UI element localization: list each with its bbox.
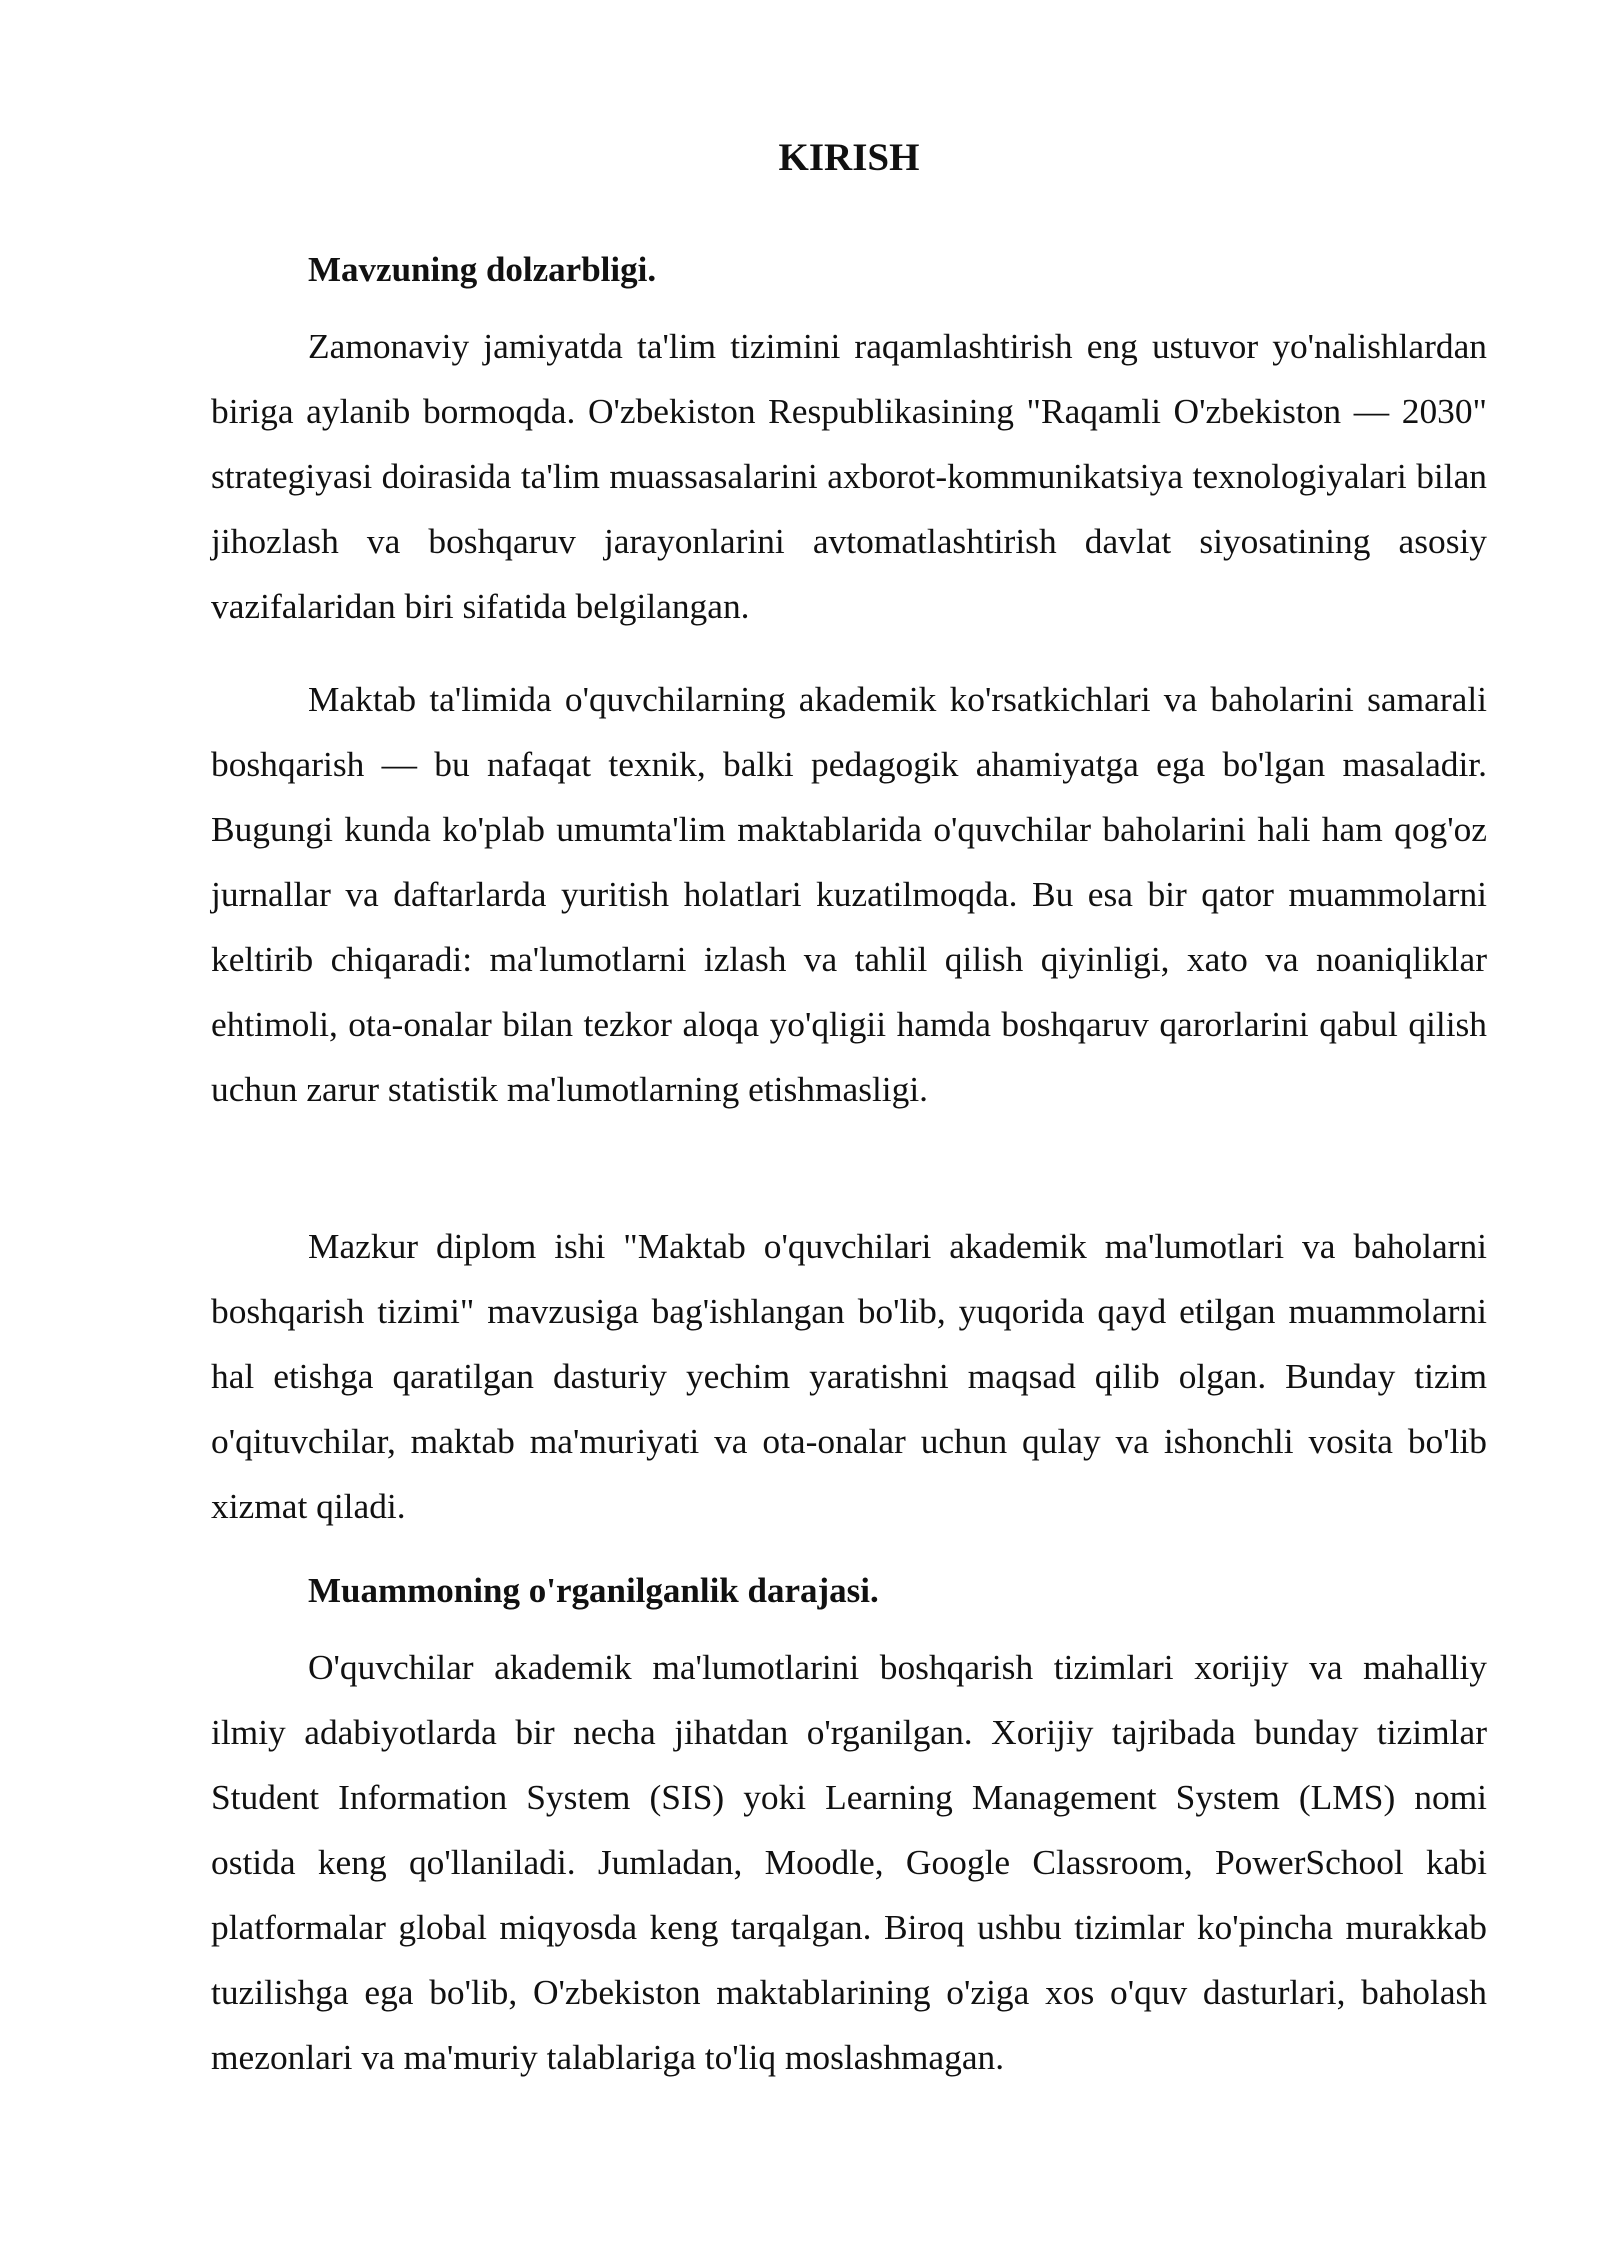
page-title: KIRISH — [778, 136, 920, 179]
paragraph: Mazkur diplom ishi "Maktab o'quvchilari akademik ma'lumotlari va baholarni boshqarish tizimi" mavzusiga bag'ishlangan bo'lib, yuqorida qayd etilgan muammolarni hal etishga qaratilgan dasturiy yechim yaratishni maqsad qilib olgan. Bunday tizim o'qituvchilar, maktab ma'muriyati va ota-onalar uchun qulay va ishonchli vosita bo'lib xizmat qiladi. — [211, 1226, 1487, 1526]
paragraph: O'quvchilar akademik ma'lumotlarini boshqarish tizimlari xorijiy va mahalliy ilmiy adabiyotlarda bir necha jihatdan o'rganilgan. Xorijiy tajribada bunday tizimlar Student Information System (SIS) yoki Learning Management System (LMS) nomi ostida keng qo'llaniladi. Jumladan, Moodle, Google Classroom, PowerSchool kabi platformalar global miqyosda keng tarqalgan. Biroq ushbu tizimlar ko'pincha murakkab tuzilishga ega bo'lib, O'zbekiston maktablarining o'ziga xos o'quv dasturlari, baholash mezonlari va ma'muriy talablariga to'liq moslashmagan. — [211, 1647, 1487, 2077]
section-heading-relevance: Mavzuning dolzarbligi. — [308, 250, 657, 289]
section-heading-study-level: Muammoning o'rganilganlik darajasi. — [308, 1571, 879, 1610]
paragraph: Zamonaviy jamiyatda ta'lim tizimini raqamlashtirish eng ustuvor yo'nalishlardan biriga aylanib bormoqda. O'zbekiston Respublikasining "Raqamli O'zbekiston — 2030" strategiyasi doirasida ta'lim muassasalarini axborot-kommunikatsiya texnologiyalari bilan jihozlash va boshqaruv jarayonlarini avtomatlashtirish davlat siyosatining asosiy vazifalaridan biri sifatida belgilangan. — [211, 326, 1487, 626]
paragraph: Maktab ta'limida o'quvchilarning akademik ko'rsatkichlari va baholarini samarali boshqarish — bu nafaqat texnik, balki pedagogik ahamiyatga ega bo'lgan masaladir. Bugungi kunda ko'plab umumta'lim maktablarida o'quvchilar baholarini hali ham qog'oz jurnallar va daftarlarda yuritish holatlari kuzatilmoqda. Bu esa bir qator muammolarni keltirib chiqaradi: ma'lumotlarni izlash va tahlil qilish qiyinligi, xato va noaniqliklar ehtimoli, ota-onalar bilan tezkor aloqa yo'qligii hamda boshqaruv qarorlarini qabul qilish uchun zarur statistik ma'lumotlarning etishmasligi. — [211, 679, 1487, 1109]
